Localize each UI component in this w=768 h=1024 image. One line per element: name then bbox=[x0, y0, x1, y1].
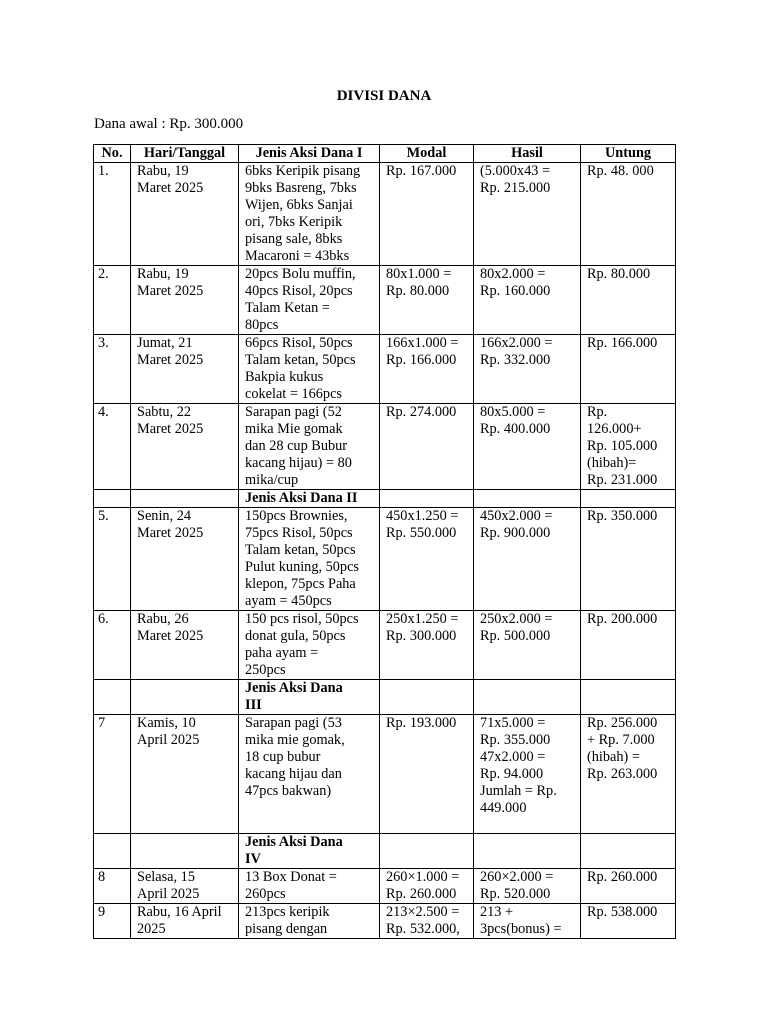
cell-untung: Rp. 126.000+ Rp. 105.000 (hibah)= Rp. 231.000 bbox=[581, 404, 676, 490]
cell-hasil: 80x2.000 = Rp. 160.000 bbox=[474, 266, 581, 335]
cell-modal: 260×1.000 = Rp. 260.000 bbox=[380, 869, 474, 904]
cell-hasil: 166x2.000 = Rp. 332.000 bbox=[474, 335, 581, 404]
table-row bbox=[94, 715, 676, 834]
cell-items: 150pcs Brownies, 75pcs Risol, 50pcs Talam ketan, 50pcs Pulut kuning, 50pcs klepon, 75pcs Paha ayam = 450pcs bbox=[239, 508, 380, 611]
cell-no: 8 bbox=[94, 869, 131, 904]
table-row bbox=[94, 335, 676, 404]
cell-items: Sarapan pagi (53 mika mie gomak, 18 cup bubur kacang hijau dan 47pcs bakwan) bbox=[239, 715, 380, 834]
cell-date: Rabu, 19 Maret 2025 bbox=[131, 163, 239, 266]
document-title: DIVISI DANA bbox=[336, 88, 432, 104]
header-no: No. bbox=[94, 145, 131, 163]
cell-untung: Rp. 256.000 + Rp. 7.000 (hibah) = Rp. 263.000 bbox=[581, 715, 676, 834]
cell-modal: 166x1.000 = Rp. 166.000 bbox=[380, 335, 474, 404]
cell-no: 5. bbox=[94, 508, 131, 611]
cell-items: Sarapan pagi (52 mika Mie gomak dan 28 cup Bubur kacang hijau) = 80 mika/cup bbox=[239, 404, 380, 490]
cell-no: 7 bbox=[94, 715, 131, 834]
cell-items: 213pcs keripik pisang dengan bbox=[239, 904, 380, 939]
cell-date: Senin, 24 Maret 2025 bbox=[131, 508, 239, 611]
table-header-row bbox=[94, 145, 676, 163]
cell-untung: Rp. 538.000 bbox=[581, 904, 676, 939]
cell-modal: 213×2.500 = Rp. 532.000, bbox=[380, 904, 474, 939]
cell-untung: Rp. 48. 000 bbox=[581, 163, 676, 266]
header-modal: Modal bbox=[380, 145, 474, 163]
section-label: Jenis Aksi Dana III bbox=[239, 680, 380, 715]
table-row bbox=[94, 404, 676, 490]
cell-untung: Rp. 166.000 bbox=[581, 335, 676, 404]
section-row bbox=[94, 834, 676, 869]
cell-modal: Rp. 274.000 bbox=[380, 404, 474, 490]
cell-modal: Rp. 193.000 bbox=[380, 715, 474, 834]
cell-items: 6bks Keripik pisang 9bks Basreng, 7bks Wijen, 6bks Sanjai ori, 7bks Keripik pisang sale, 8bks Macaroni = 43bks bbox=[239, 163, 380, 266]
cell-untung: Rp. 200.000 bbox=[581, 611, 676, 680]
cell-items: 66pcs Risol, 50pcs Talam ketan, 50pcs Bakpia kukus cokelat = 166pcs bbox=[239, 335, 380, 404]
section-label: Jenis Aksi Dana II bbox=[239, 490, 380, 508]
section-label: Jenis Aksi Dana IV bbox=[239, 834, 380, 869]
table-row bbox=[94, 904, 676, 939]
cell-date: Selasa, 15 April 2025 bbox=[131, 869, 239, 904]
cell-date: Rabu, 16 April 2025 bbox=[131, 904, 239, 939]
cell-items: 150 pcs risol, 50pcs donat gula, 50pcs paha ayam = 250pcs bbox=[239, 611, 380, 680]
cell-untung: Rp. 260.000 bbox=[581, 869, 676, 904]
cell-no: 3. bbox=[94, 335, 131, 404]
cell-date: Jumat, 21 Maret 2025 bbox=[131, 335, 239, 404]
cell-no: 4. bbox=[94, 404, 131, 490]
cell-items: 20pcs Bolu muffin, 40pcs Risol, 20pcs Talam Ketan = 80pcs bbox=[239, 266, 380, 335]
header-date: Hari/Tanggal bbox=[131, 145, 239, 163]
cell-no: 2. bbox=[94, 266, 131, 335]
header-activity: Jenis Aksi Dana I bbox=[239, 145, 380, 163]
cell-date: Kamis, 10 April 2025 bbox=[131, 715, 239, 834]
cell-no: 9 bbox=[94, 904, 131, 939]
cell-date: Sabtu, 22 Maret 2025 bbox=[131, 404, 239, 490]
cell-items: 13 Box Donat = 260pcs bbox=[239, 869, 380, 904]
cell-modal: 450x1.250 = Rp. 550.000 bbox=[380, 508, 474, 611]
cell-no: 1. bbox=[94, 163, 131, 266]
table-row bbox=[94, 508, 676, 611]
cell-modal: 250x1.250 = Rp. 300.000 bbox=[380, 611, 474, 680]
cell-untung: Rp. 350.000 bbox=[581, 508, 676, 611]
section-row bbox=[94, 680, 676, 715]
cell-no: 6. bbox=[94, 611, 131, 680]
cell-modal: Rp. 167.000 bbox=[380, 163, 474, 266]
cell-hasil: 250x2.000 = Rp. 500.000 bbox=[474, 611, 581, 680]
section-row bbox=[94, 490, 676, 508]
header-untung: Untung bbox=[581, 145, 676, 163]
table-row bbox=[94, 611, 676, 680]
cell-hasil: 80x5.000 = Rp. 400.000 bbox=[474, 404, 581, 490]
table-row bbox=[94, 266, 676, 335]
header-hasil: Hasil bbox=[474, 145, 581, 163]
cell-hasil: 450x2.000 = Rp. 900.000 bbox=[474, 508, 581, 611]
cell-hasil: 213 + 3pcs(bonus) = bbox=[474, 904, 581, 939]
cell-date: Rabu, 26 Maret 2025 bbox=[131, 611, 239, 680]
table-row bbox=[94, 163, 676, 266]
cell-hasil: 71x5.000 = Rp. 355.000 47x2.000 = Rp. 94.000 Jumlah = Rp. 449.000 bbox=[474, 715, 581, 834]
cell-hasil: 260×2.000 = Rp. 520.000 bbox=[474, 869, 581, 904]
cell-modal: 80x1.000 = Rp. 80.000 bbox=[380, 266, 474, 335]
initial-fund-text: Dana awal : Rp. 300.000 bbox=[94, 116, 244, 132]
fund-table bbox=[93, 144, 676, 939]
cell-date: Rabu, 19 Maret 2025 bbox=[131, 266, 239, 335]
cell-hasil: (5.000x43 = Rp. 215.000 bbox=[474, 163, 581, 266]
cell-untung: Rp. 80.000 bbox=[581, 266, 676, 335]
table-row bbox=[94, 869, 676, 904]
